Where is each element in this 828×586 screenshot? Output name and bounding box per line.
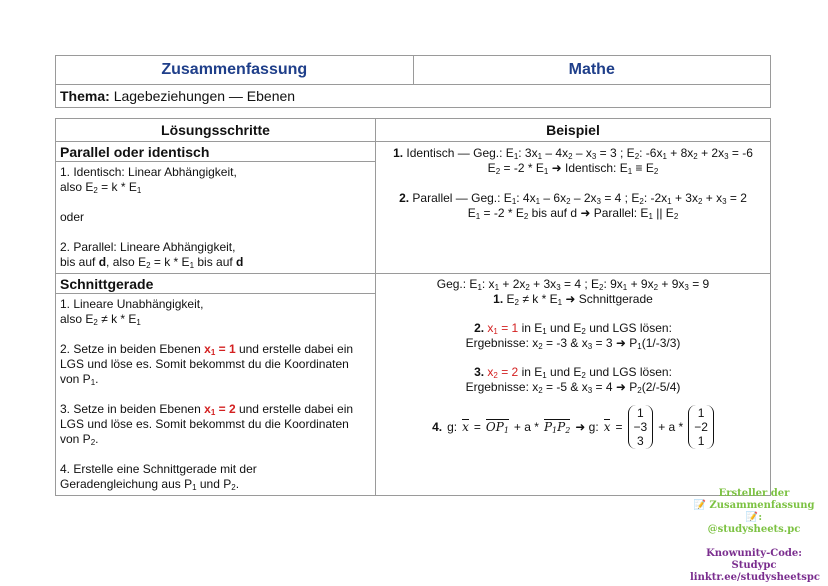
vector-p1: 1 −3 3 [628, 405, 654, 449]
thema-row [56, 85, 771, 108]
steps-parallel: 1. Identisch: Linear Abhängigkeit, also $E_2 = k * E_1$ oder 2. Parallel: Lineare Abhängigkeit, bis auf d, also $E_2 = k * E_1$ bis auf d [56, 162, 376, 274]
vector-dir: 1 −2 1 [688, 405, 714, 449]
section-schnitt-title: Schnittgerade [56, 274, 376, 294]
credit-line4: Knowunity-Code: [706, 548, 802, 559]
col-header-example: Beispiel [376, 119, 771, 142]
header-title-right: Mathe [413, 56, 771, 85]
thema-value: Lagebeziehungen — Ebenen [113, 88, 296, 104]
credit-line1: Ersteller der [718, 488, 790, 499]
example-schnitt: Geg.: $E_1$: $x_1 + 2x_2 + 3x_3 = 4$ ; $E_2$: $9x_1 + 9x_2 + 9x_3 = 9$ 1. $E_2 \ne k * E_1$ ➜ Schnittgerade 2. $x_1 = 1$ in $E_1$ und $E_2$ und LGS lösen: Ergebnisse: $x_2 = -3$ & $x_3 = 3$ ➜ $P_1(1/-3/3)$ 3. $x_2 = 2$ in $E_1$ und $E_2$ und LGS lösen: Ergebnisse: $x_2 = -5$ & $x_3 = 4$ ➜ $P_2(2/-5/4)$ 4. g: x = $OP_1$ + a * $P_1P_2$ ➜ g: x = 1 −3 3 + a * 1 −2 1 [376, 274, 771, 496]
header-title-left: Zusammenfassung [56, 56, 414, 85]
author-credit [690, 488, 818, 584]
col-header-steps: Lösungsschritte [56, 119, 376, 142]
credit-line3: @studysheets.pc [707, 524, 801, 535]
credit-line2: 📝 Zusammenfassung 📝: [693, 500, 815, 523]
steps-schnitt: 1. Lineare Unabhängigkeit, also $E_2 \ne k * E_1$ 2. Setze in beiden Ebenen $x_1 = 1$ und erstelle dabei ein LGS und löse es. Somit bekommst du die Koordinaten von $P_1$. 3. Setze in beiden Ebenen $x_1 = 2$ und erstelle dabei ein LGS und löse es. Somit bekommst du die Koordinaten von $P_2$. 4. Erstelle eine Schnittgerade mit der Geradengleichung aus $P_1$ und $P_2$. [56, 294, 376, 496]
section-parallel-title: Parallel oder identisch [56, 142, 376, 162]
example-parallel: 1. Identisch — Geg.: $E_1$: $3x_1 - 4x_2 - x_3 = 3$ ; $E_2$: $-6x_1 + 8x_2 + 2x_3 = -6$ $E_2 = -2 * E_1$ ➜ Identisch: $E_1 \equiv E_2$ 2. Parallel — Geg.: $E_1$: $4x_1 - 6x_2 - 2x_3 = 4$ ; $E_2$: $-2x_1 + 3x_2 + x_3 = 2$ $E_1 = -2 * E_2$ bis auf d ➜ Parallel: $E_1$ || $E_2$ [376, 142, 771, 274]
thema-label: Thema: [60, 88, 110, 104]
line-equation: 4. g: x = $OP_1$ + a * $P_1P_2$ ➜ g: x = 1 −3 3 + a * 1 −2 1 [380, 405, 766, 449]
content-table [55, 118, 771, 496]
credit-link[interactable]: linktr.ee/studysheetspc [690, 572, 820, 583]
credit-line5: Studypc [731, 560, 777, 571]
header-table [55, 55, 771, 108]
